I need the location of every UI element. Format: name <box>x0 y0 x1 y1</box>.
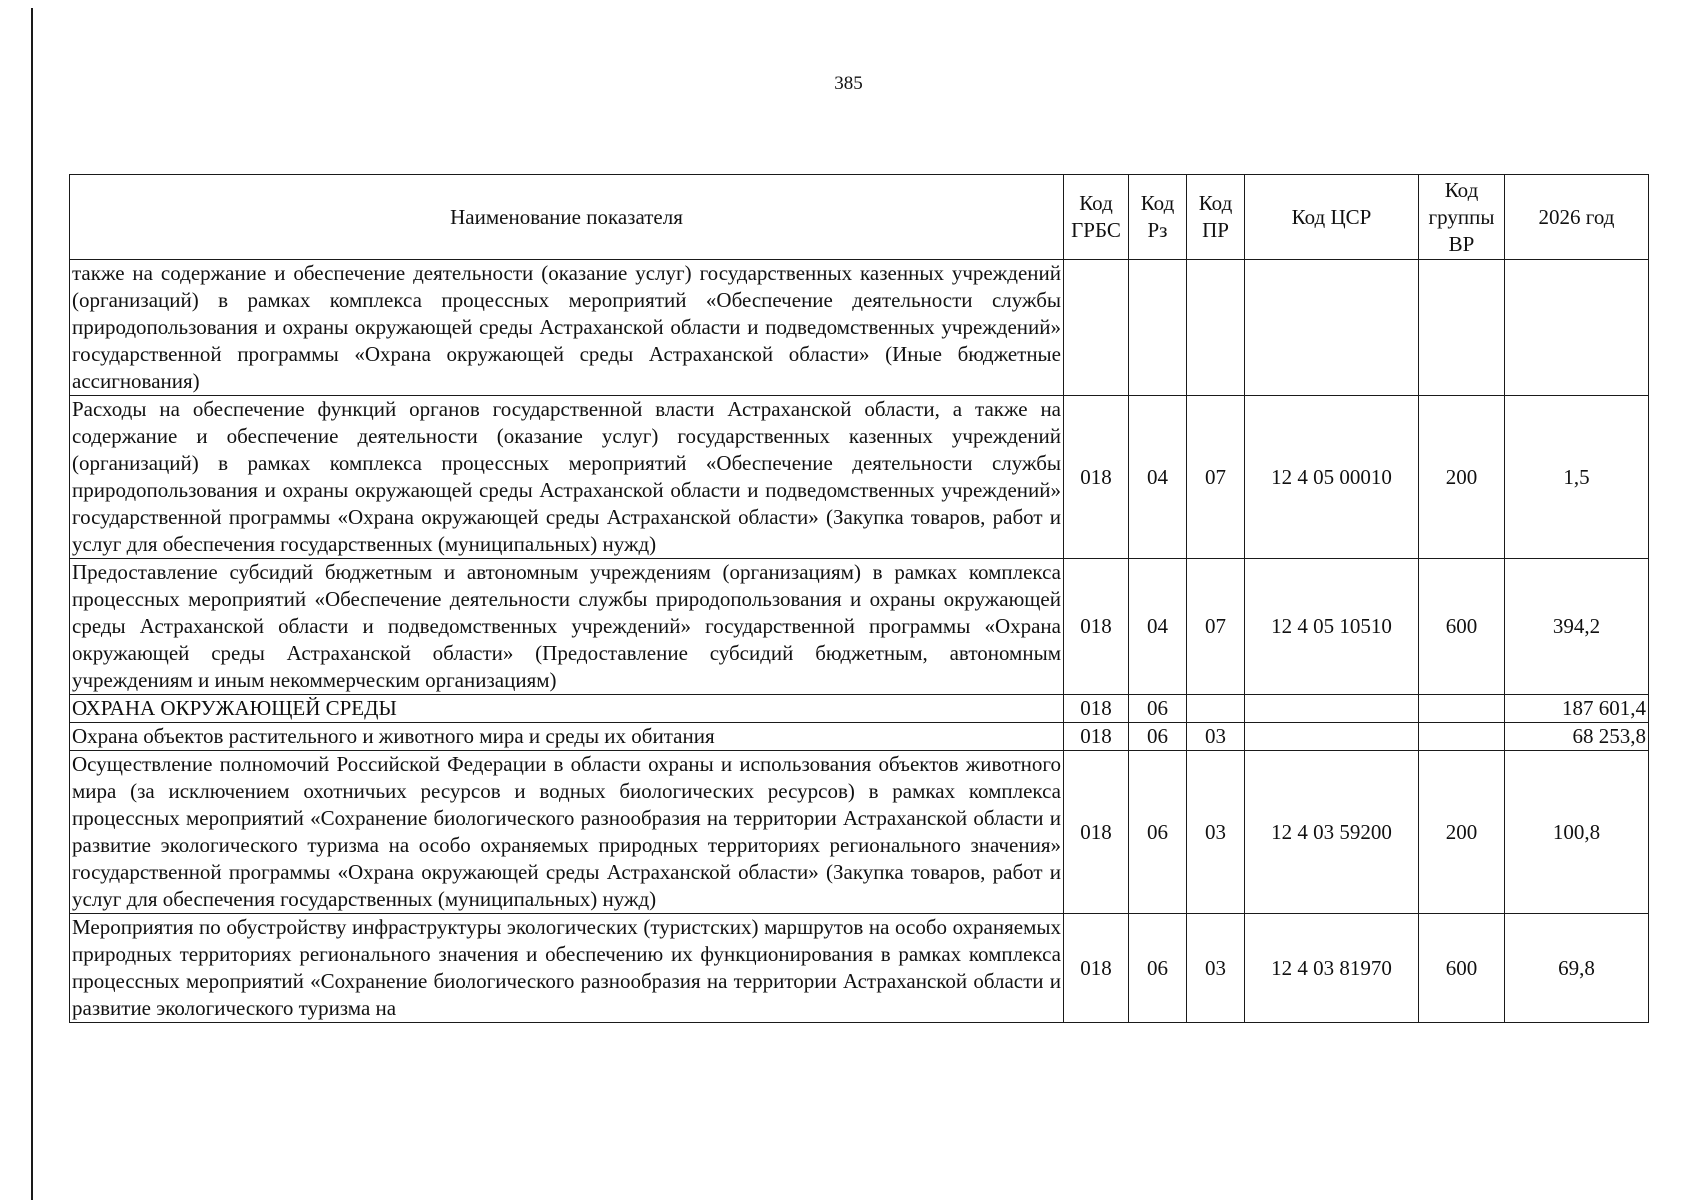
table-row <box>70 559 1649 695</box>
cell-grbs: 018 <box>1064 559 1129 695</box>
header-pr: Код ПР <box>1187 175 1245 260</box>
cell-amount: 69,8 <box>1505 914 1649 1023</box>
cell-csr <box>1245 695 1419 723</box>
cell-amount: 100,8 <box>1505 751 1649 914</box>
cell-csr: 12 4 05 00010 <box>1245 396 1419 559</box>
cell-rz <box>1129 260 1187 396</box>
cell-amount: 187 601,4 <box>1505 695 1649 723</box>
cell-grbs: 018 <box>1064 751 1129 914</box>
header-grbs: Код ГРБС <box>1064 175 1129 260</box>
cell-vr: 600 <box>1419 559 1505 695</box>
page-number: 385 <box>834 73 863 94</box>
cell-rz: 06 <box>1129 723 1187 751</box>
cell-name: Охрана объектов растительного и животного мира и среды их обитания <box>70 723 1064 751</box>
cell-grbs <box>1064 260 1129 396</box>
cell-amount: 1,5 <box>1505 396 1649 559</box>
cell-pr <box>1187 695 1245 723</box>
cell-grbs: 018 <box>1064 723 1129 751</box>
cell-pr: 03 <box>1187 751 1245 914</box>
cell-csr <box>1245 260 1419 396</box>
cell-vr: 600 <box>1419 914 1505 1023</box>
cell-csr: 12 4 05 10510 <box>1245 559 1419 695</box>
cell-name: Мероприятия по обустройству инфраструктуры экологических (туристских) маршрутов на особо охраняемых природных территориях регионального значения и обеспечению их функционирования в рамках комплекса процессных мероприятий «Сохранение биологического разнообразия на территории Астраханской области и развитие экологического туризма на <box>70 914 1064 1023</box>
cell-amount: 68 253,8 <box>1505 723 1649 751</box>
table-row <box>70 695 1649 723</box>
header-vr: Код группы ВР <box>1419 175 1505 260</box>
cell-rz: 04 <box>1129 396 1187 559</box>
header-rz: Код Рз <box>1129 175 1187 260</box>
header-name: Наименование показателя <box>70 175 1064 260</box>
cell-pr: 03 <box>1187 914 1245 1023</box>
cell-vr: 200 <box>1419 396 1505 559</box>
header-year: 2026 год <box>1505 175 1649 260</box>
cell-amount <box>1505 260 1649 396</box>
table-header-row <box>70 175 1649 260</box>
cell-grbs: 018 <box>1064 695 1129 723</box>
cell-vr: 200 <box>1419 751 1505 914</box>
cell-name: Предоставление субсидий бюджетным и автономным учреждениям (организациям) в рамках комплекса процессных мероприятий «Обеспечение деятельности службы природопользования и охраны окружающей среды Астраханской области и подведомственных учреждений» государственной программы «Охрана окружающей среды Астраханской области» (Предоставление субсидий бюджетным, автономным учреждениям и иным некоммерческим организациям) <box>70 559 1064 695</box>
cell-rz: 06 <box>1129 914 1187 1023</box>
cell-pr: 07 <box>1187 559 1245 695</box>
table-row <box>70 396 1649 559</box>
table-row <box>70 723 1649 751</box>
table-row <box>70 914 1649 1023</box>
cell-pr <box>1187 260 1245 396</box>
cell-amount: 394,2 <box>1505 559 1649 695</box>
cell-name: Осуществление полномочий Российской Федерации в области охраны и использования объектов животного мира (за исключением охотничьих ресурсов и водных биологических ресурсов) в рамках комплекса процессных мероприятий «Сохранение биологического разнообразия на территории Астраханской области и развитие экологического туризма на особо охраняемых природных территориях регионального значения» государственной программы «Охрана окружающей среды Астраханской области» (Закупка товаров, работ и услуг для обеспечения государственных (муниципальных) нужд) <box>70 751 1064 914</box>
cell-grbs: 018 <box>1064 914 1129 1023</box>
cell-vr <box>1419 723 1505 751</box>
cell-rz: 06 <box>1129 695 1187 723</box>
cell-csr: 12 4 03 59200 <box>1245 751 1419 914</box>
cell-rz: 04 <box>1129 559 1187 695</box>
table-row <box>70 260 1649 396</box>
cell-vr <box>1419 260 1505 396</box>
table-row <box>70 751 1649 914</box>
cell-vr <box>1419 695 1505 723</box>
cell-grbs: 018 <box>1064 396 1129 559</box>
cell-pr: 07 <box>1187 396 1245 559</box>
header-csr: Код ЦСР <box>1245 175 1419 260</box>
cell-rz: 06 <box>1129 751 1187 914</box>
cell-name: также на содержание и обеспечение деятельности (оказание услуг) государственных казенных учреждений (организаций) в рамках комплекса процессных мероприятий «Обеспечение деятельности службы природопользования и охраны окружающей среды Астраханской области и подведомственных учреждений» государственной программы «Охрана окружающей среды Астраханской области» (Иные бюджетные ассигнования) <box>70 260 1064 396</box>
left-margin-rule <box>31 8 33 1200</box>
cell-pr: 03 <box>1187 723 1245 751</box>
cell-name: ОХРАНА ОКРУЖАЮЩЕЙ СРЕДЫ <box>70 695 1064 723</box>
cell-csr: 12 4 03 81970 <box>1245 914 1419 1023</box>
cell-name: Расходы на обеспечение функций органов государственной власти Астраханской области, а также на содержание и обеспечение деятельности (оказание услуг) государственных казенных учреждений (организаций) в рамках комплекса процессных мероприятий «Обеспечение деятельности службы природопользования и охраны окружающей среды Астраханской области и подведомственных учреждений» государственной программы «Охрана окружающей среды Астраханской области» (Закупка товаров, работ и услуг для обеспечения государственных (муниципальных) нужд) <box>70 396 1064 559</box>
budget-table <box>69 174 1649 1023</box>
cell-csr <box>1245 723 1419 751</box>
